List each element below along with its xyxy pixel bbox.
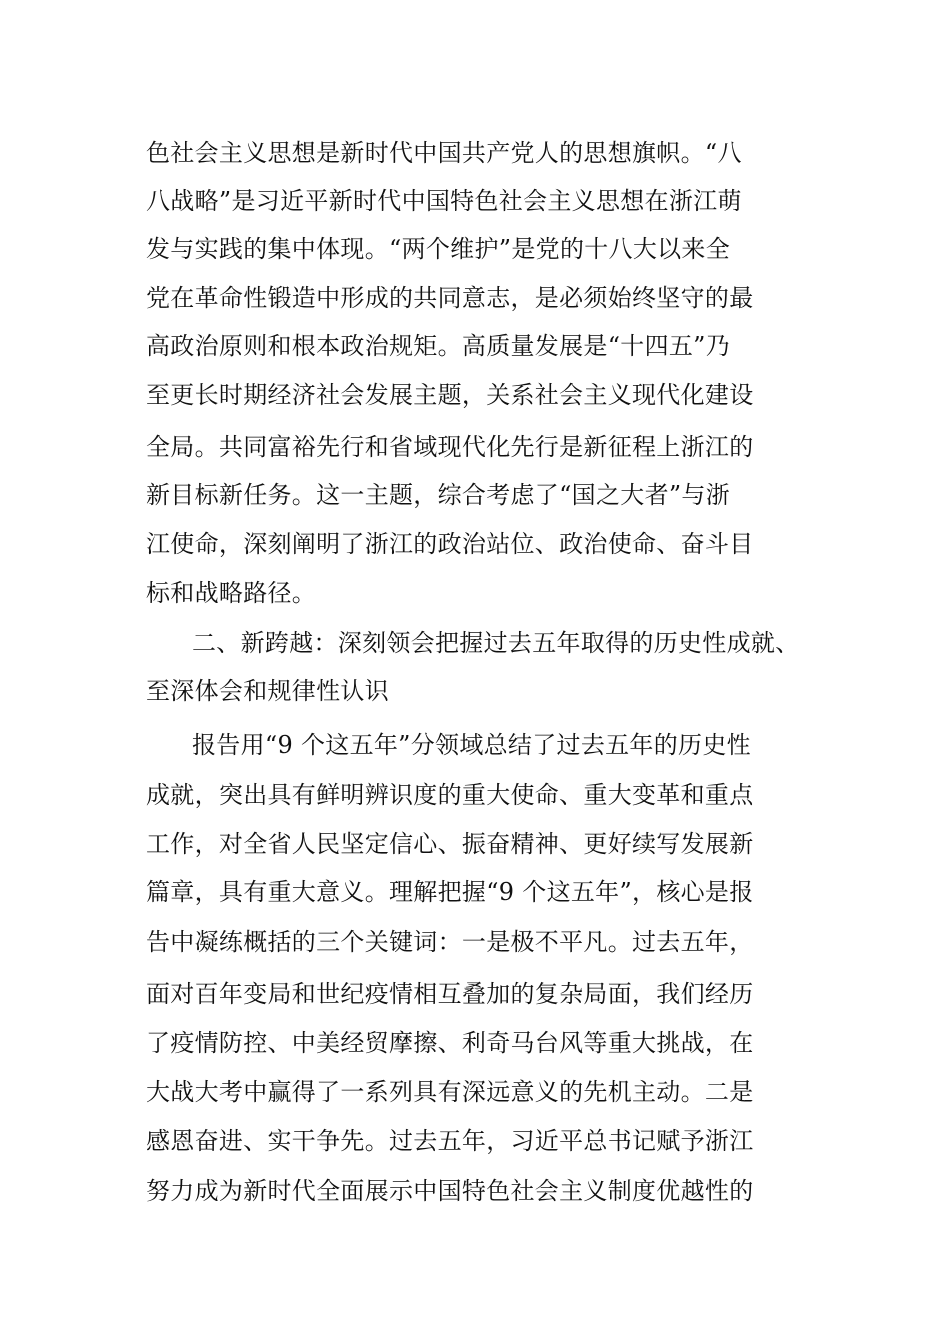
- text-line: 至更长时期经济社会发展主题，关系社会主义现代化建设: [146, 381, 754, 409]
- text-line: 标和战略路径。: [146, 579, 317, 607]
- text-line: 告中凝练概括的三个关键词：一是极不平凡。过去五年，: [146, 928, 754, 956]
- text-line: 了疫情防控、中美经贸摩擦、利奇马台风等重大挑战，在: [146, 1029, 754, 1057]
- section-heading-continuation: 至深体会和规律性认识: [146, 677, 389, 705]
- text-line: 成就，突出具有鲜明辨识度的重大使命、重大变革和重点: [146, 781, 754, 809]
- text-line: 全局。共同富裕先行和省域现代化先行是新征程上浙江的: [146, 433, 754, 461]
- text-line: 发与实践的集中体现。“两个维护”是党的十八大以来全: [146, 235, 731, 263]
- text-line: 感恩奋进、实干争先。过去五年，习近平总书记赋予浙江: [146, 1127, 754, 1155]
- text-line: 党在革命性锻造中形成的共同意志，是必须始终坚守的最: [146, 284, 754, 312]
- text-line: 篇章，具有重大意义。理解把握“9 个这五年”，核心是报: [146, 878, 754, 906]
- text-line: 面对百年变局和世纪疫情相互叠加的复杂局面，我们经历: [146, 980, 754, 1008]
- section-heading: 二、新跨越：深刻领会把握过去五年取得的历史性成就、: [192, 629, 800, 657]
- text-line: 色社会主义思想是新时代中国共产党人的思想旗帜。“八: [146, 139, 742, 167]
- text-line: 新目标新任务。这一主题，综合考虑了“国之大者”与浙: [146, 481, 731, 509]
- text-line: 努力成为新时代全面展示中国特色社会主义制度优越性的: [146, 1177, 754, 1205]
- text-line: 工作，对全省人民坚定信心、振奋精神、更好续写发展新: [146, 830, 754, 858]
- text-line: 八战略”是习近平新时代中国特色社会主义思想在浙江萌: [146, 187, 742, 215]
- text-line: 江使命，深刻阐明了浙江的政治站位、政治使命、奋斗目: [146, 530, 754, 558]
- text-line: 大战大考中赢得了一系列具有深远意义的先机主动。二是: [146, 1078, 754, 1106]
- paragraph-start: 报告用“9 个这五年”分领域总结了过去五年的历史性: [192, 731, 751, 759]
- text-line: 高政治原则和根本政治规矩。高质量发展是“十四五”乃: [146, 332, 731, 360]
